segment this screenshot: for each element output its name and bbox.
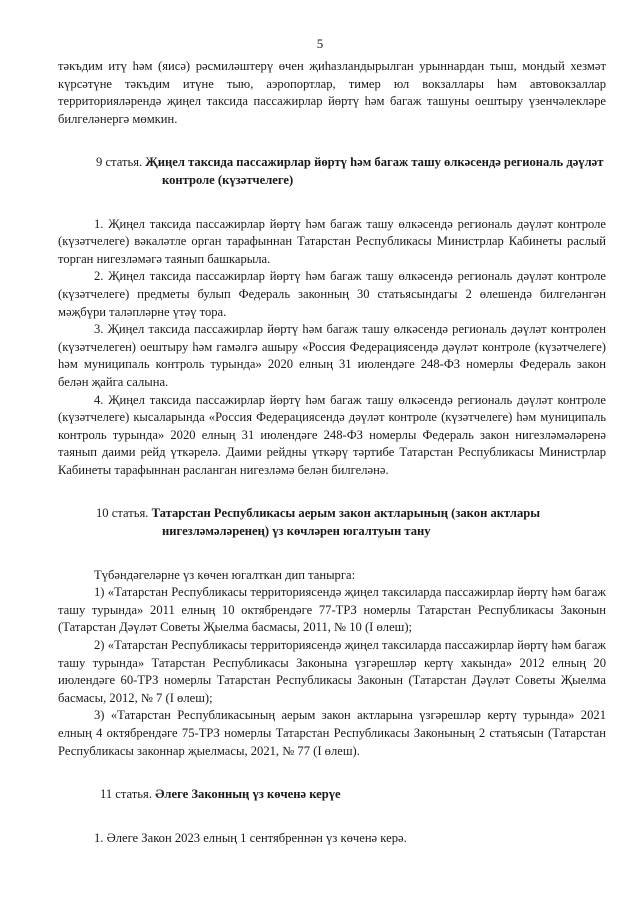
article-10-heading [58,505,606,540]
article-9-prefix: 9 статья. [96,155,146,170]
article-9-paragraph-3: 3. Җиңел таксида пассажирлар йөртү һәм багаж ташу өлкәсендә региональ дәүләт контролен (күзәтчелеген) оештыру һәм гамәлгә ашыру «Россия Федерациясендә дәүләт контроле (күзәтчелеге) һәм муниципаль контроль турында» 2020 елның 31 июлендәге 248-ФЗ номерлы Федераль закон белән җайга салына. [58,322,606,389]
article-10-item-3: 3) «Татарстан Республикасының аерым закон актларына үзгәрешләр кертү турында» 2021 елның 4 октябрендәге 75-ТРЗ номерлы Татарстан Республикасы Законының 2 статьясын (Татарстан Республикасы законнар җыелмасы, 2021, № 77 (I өлеш). [58,708,606,758]
article-9-paragraph-2: 2. Җиңел таксида пассажирлар йөртү һәм багаж ташу өлкәсендә региональ дәүләт контроле (күзәтчелеге) предметы булып Федераль законның 30 статьясындагы 2 өлешендә билгеләнгән мәҗбүри таләпләрне үтәү тора. [58,269,606,319]
article-11-paragraph-1: 1. Әлеге Закон 2023 елның 1 сентябреннән үз көченә керә. [94,830,407,845]
article-11-heading [58,786,606,804]
article-10-item-1: 1) «Татарстан Республикасы территориясендә җиңел таксиларда пассажирлар йөртү һәм багаж ташу турында» 2011 елның 10 октябрендәге 77-ТРЗ номерлы Татарстан Республикасы Законын (Татарстан Дәүләт Советы Җыелма басмасы, 2011, № 10 (I өлеш); [58,585,606,635]
article-9-title: Җиңел таксида пассажирлар йөртү һәм багаж ташу өлкәсендә региональ дәүләт контроле (күзәтчелеге) [145,155,604,187]
page-number: 5 [316,36,324,51]
article-10-prefix: 10 статья. [96,506,152,521]
article-10-title: Татарстан Республикасы аерым закон актларының (закон актлары нигезләмәләренең) үз көчләрен югалтуын тану [151,506,541,539]
intro-paragraph: тәкъдим итү һәм (яисә) рәсмиләштерү өчен җиһазландырылган урыннардан тыш, мондый хезмәт күрсәтүне тәкъдим итүне тыю, аэропортлар, тимер юл вокзаллары һәм автовокзаллар территорияләрендә җиңел таксида пассажирлар йөртү һәм багаж ташуны оештыру үзенчәлекләре билгеләнергә мөмкин. [58,59,606,126]
article-9-paragraph-4: 4. Җиңел таксида пассажирлар йөртү һәм багаж ташу өлкәсендә региональ дәүләт контроле (күзәтчелеге) кысаларында «Россия Федерациясендә дәүләт контроле (күзәтчелеге) һәм муниципаль контроль турында» 2020 елның 31 июлендәге 248-ФЗ номерлы Федераль закон нигезләмәләренә таянып даими рейд үткәрелә. Даими рейдны үткәрү тәртибе Татарстан Республикасы Министрлар Кабинеты тарафыннан расланган нигезләмә белән билгеләнә. [58,392,606,477]
article-10-lead: Түбәндәгеләрне үз көчен югалткан дип танырга: [94,567,356,582]
article-11-prefix: 11 статья. [100,787,156,802]
article-11-title: Әлеге Законның үз көченә керүе [155,787,341,802]
document-body [58,58,606,847]
article-9-heading [58,154,606,189]
article-10-item-2: 2) «Татарстан Республикасы территориясендә җиңел таксиларда пассажирлар йөртү һәм багаж ташу турында» Татарстан Республикасы Законына үзгәрешләр кертү хакында» 2012 елның 20 июлендәге 60-ТРЗ номерлы Татарстан Республикасы Законын (Татарстан Дәүләт Советы Җыелма басмасы, 2012, № 7 (I өлеш); [58,638,606,705]
article-9-paragraph-1: 1. Җиңел таксида пассажирлар йөртү һәм багаж ташу өлкәсендә региональ дәүләт контроле (күзәтчелеге) вәкаләтле орган тарафыннан Татарстан Республикасы Министрлар Кабинеты раслый торган нигезләмәгә таянып башкарыла. [58,216,606,266]
